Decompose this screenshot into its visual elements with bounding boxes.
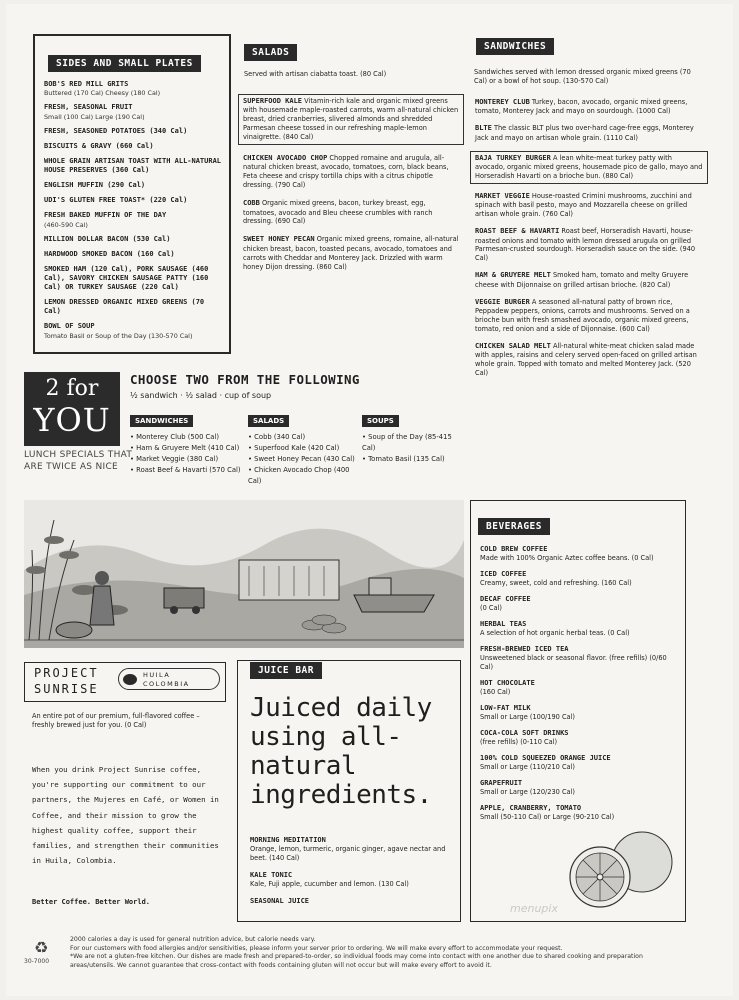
sandwiches-intro: Sandwiches served with lemon dressed organic mixed greens (70 Cal) or a bowl of hot soup. (130-570 Cal) [474,68,691,85]
sides-item-sub: Tomato Basil or Soup of the Day (130-570 Cal) [44,331,193,340]
beverage-item-name: FRESH-BREWED ICED TEA [480,644,569,653]
two-for-you-option [130,432,245,443]
sandwiches-item-desc: The classic BLT plus two over-hard cage-free eggs, Monterey Jack and mayo on artisan whole grain. (1110 Cal) [475,124,694,142]
sides-item [44,211,222,228]
sandwiches-item-name: HAM & GRUYERE MELT [475,271,551,280]
bullet-icon: • [130,465,137,474]
two-for-you-option [248,465,360,487]
salads-item [238,94,464,145]
juice-item [250,897,455,906]
beverage-item [480,729,680,747]
beverage-item-name: HOT CHOCOLATE [480,678,535,687]
two-for-you-option [248,432,360,443]
bullet-icon: • [362,454,369,463]
beverage-item [480,620,680,638]
sandwiches-item [470,298,708,334]
beverage-item [480,645,680,672]
beverage-item [480,545,680,563]
sides-item [44,80,222,97]
sides-item [44,181,222,190]
sides-item-name: WHOLE GRAIN ARTISAN TOAST WITH ALL-NATURAL HOUSE PRESERVES (360 Cal) [44,157,222,175]
beverage-item-desc: Small (50-110 Cal) or Large (90-210 Cal) [480,812,615,821]
sides-item-name: UDI'S GLUTEN FREE TOAST* (220 Cal) [44,196,188,205]
project-sunrise-title-2: SUNRISE [34,682,99,696]
bullet-icon: • [248,443,255,452]
beverage-item-desc: Made with 100% Organic Aztec coffee beans. (0 Cal) [480,554,654,563]
juice-item [250,836,455,863]
sides-item-sub: Buttered (170 Cal) Cheesy (180 Cal) [44,89,161,98]
sides-item [44,157,222,175]
sandwiches-item-name: BAJA TURKEY BURGER [475,153,551,162]
sides-item-name: FRESH, SEASONAL FRUIT [44,103,133,112]
footer-line-3: *We are not a gluten-free kitchen. Our dishes are made fresh and prepared-to-order, so individual foods may come into contact with one another due to shared cooking and preparation areas/utensils. We cannot guarantee that cross-contact with foods containing gluten will not occur but will make every effort to avoid it. [70,953,643,970]
beverage-item [480,570,680,588]
two-for-you-option-label: Sweet Honey Pecan (430 Cal) [254,454,355,463]
two-for-you-option-label: Monterey Club (500 Cal) [136,433,220,441]
sandwiches-item [470,98,708,116]
footer-code: 30-7000 [24,958,50,965]
juice-item [250,871,455,889]
bullet-icon: • [362,433,369,441]
two-for-you-option [130,465,245,476]
juice-item-desc: Orange, lemon, turmeric, organic ginger, agave nectar and beet. (140 Cal) [250,845,446,862]
sandwiches-item [470,151,708,184]
sandwiches-item-name: BLTE [475,124,492,133]
coffee-harvest-illustration [24,500,464,648]
two-for-you-soups [362,408,462,465]
beverage-item-name: LOW-FAT MILK [480,703,531,712]
two-for-you-option-label: Superfood Kale (420 Cal) [254,443,340,452]
colombia-label: COLOMBIA [143,680,190,688]
salads-item-name: COBB [243,199,260,208]
beverage-item [480,679,680,697]
recycle-icon: ♻ [34,938,49,957]
sandwiches-item-desc: Roast beef, Horseradish Havarti, house-roasted onions and tomato with lemon dressed arugula on grilled Parmesan-crusted sourdough. Horseradish sauce on the side. (940 Cal) [475,227,696,263]
footer-line-1: 2000 calories a day is used for general nutrition advice, but calorie needs vary. [70,936,316,943]
sandwiches-item-desc: Turkey, bacon, avocado, organic mixed greens, tomato, Monterey Jack and mayo on sourdough. (1000 Cal) [475,98,688,116]
beverage-item [480,595,680,613]
beverage-item [480,779,680,797]
huila-label: HUILA [143,671,171,679]
juice-bar-title: JUICE BAR [250,662,322,679]
sandwiches-item [470,271,708,289]
sandwiches-title: SANDWICHES [476,38,554,55]
sides-item [44,322,222,339]
two-for-you-option [248,443,360,454]
sandwiches-item-name: MONTEREY CLUB [475,98,530,106]
two-for-you-option [362,454,462,465]
project-sunrise-body: When you drink Project Sunrise coffee, you're supporting our commitment to our partners, the Mujeres en Café, or Women in Coffee, and their mission to grow the highest quality coffee, support their families, and strengthen their communities in Huila, Colombia. [32,765,219,866]
two-for-you-option-label: Soup of the Day (85-415 Cal) [362,433,452,452]
two-for-you-option-label: Chicken Avocado Chop (400 Cal) [248,465,350,485]
beverage-item-desc: Unsweetened black or seasonal flavor. (free refills) (0/60 Cal) [480,654,667,671]
beverage-item [480,804,680,822]
sides-item [44,127,222,136]
salads-item-desc: Organic mixed greens, bacon, turkey breast, egg, tomatoes, avocado and Bleu cheese crumbles with ranch dressing. (690 Cal) [243,199,433,226]
beverage-item-desc: Small or Large (110/210 Cal) [480,762,576,771]
salads-item-desc: Vitamin-rich kale and organic mixed greens with housemade maple-roasted carrots, warm all-natural chicken breast, dried cranberries, slivered almonds and shredded Parmesan cheese tossed in our refreshing maple-lemon vinaigrette. (840 Cal) [243,97,459,142]
two-for-you-option [248,454,360,465]
sides-list [44,80,222,346]
beverage-item [480,754,680,772]
juice-item-name: SEASONAL JUICE [250,896,310,905]
project-sunrise-slogan: Better Coffee. Better World. [32,898,151,906]
juice-item-name: KALE TONIC [250,870,293,879]
salads-item [238,235,464,271]
sides-item-name: LEMON DRESSED ORGANIC MIXED GREENS (70 Cal) [44,298,205,316]
beverage-item-name: APPLE, CRANBERRY, TOMATO [480,803,582,812]
beverage-item-desc: A selection of hot organic herbal teas. (0 Cal) [480,629,630,638]
badge-bottom: YOU [33,401,111,439]
project-sunrise-title-1: PROJECT [34,666,99,680]
sides-item-name: BISCUITS & GRAVY (660 Cal) [44,141,154,150]
two-for-you-option-label: Market Veggie (380 Cal) [136,454,219,463]
two-for-you-option-label: Ham & Gruyere Melt (410 Cal) [136,443,240,452]
sides-title: SIDES AND SMALL PLATES [48,55,201,72]
salads-item [238,199,464,226]
beverage-item-name: COLD BREW COFFEE [480,545,548,553]
salads-item-desc: Chopped romaine and arugula, all-natural chicken breast, avocado, tomatoes, corn, black beans, Feta cheese and crispy tortilla chips with a citrus chipotle dressing. (790 Cal) [243,154,449,190]
sandwiches-item [470,192,708,219]
sides-item-name: BOWL OF SOUP [44,322,95,331]
bullet-icon: • [130,454,137,463]
sides-item-name: SMOKED HAM (120 Cal), PORK SAUSAGE (460 Cal), SAVORY CHICKEN SAUSAGE PATTY (160 Cal) OR TURKEY SAUSAGE (220 Cal) [44,265,209,292]
bullet-icon: • [248,433,255,441]
salads-item-name: CHICKEN AVOCADO CHOP [243,154,328,162]
salads-item-name: SWEET HONEY PECAN [243,235,315,244]
beverages-list [480,545,680,829]
sides-item [44,103,222,120]
two-for-you-option-label: Cobb (340 Cal) [254,433,306,441]
sides-item-name: ENGLISH MUFFIN (290 Cal) [44,181,146,190]
sides-item [44,235,222,244]
two-for-you-salads [248,408,360,486]
salads-mini-title: SALADS [248,415,289,427]
sides-item-sub: Small (100 Cal) Large (190 Cal) [44,112,145,121]
juice-item-desc: Kale, Fuji apple, cucumber and lemon. (130 Cal) [250,879,409,888]
juice-bar-headline: Juiced daily using all-natural ingredients. [250,693,432,810]
beverage-item-desc: Small or Large (120/230 Cal) [480,787,576,796]
sides-item-name: BOB'S RED MILL GRITS [44,80,129,88]
footer-notes [70,936,670,971]
sides-item [44,196,222,205]
sandwiches-item-name: VEGGIE BURGER [475,297,530,306]
beverage-item-desc: (160 Cal) [480,687,511,696]
sides-item-sub: (460-590 Cal) [44,220,88,229]
sandwiches-item-desc: Smoked ham, tomato and melty Gruyere cheese with Dijonnaise on grilled artisan brioche. (820 Cal) [475,271,689,289]
beverage-item-desc: (free refills) (0-110 Cal) [480,737,558,746]
two-for-you-subheading: ½ sandwich · ½ salad · cup of soup [130,391,272,400]
sides-item [44,142,222,151]
two-for-you-option [130,454,245,465]
sandwiches-item-name: MARKET VEGGIE [475,191,530,200]
beverage-item-desc: Creamy, sweet, cold and refreshing. (160 Cal) [480,579,632,588]
sides-item [44,298,222,316]
huila-badge [118,668,220,690]
sides-item-name: HARDWOOD SMOKED BACON (160 Cal) [44,249,175,258]
salads-item-name: SUPERFOOD KALE [243,97,303,105]
salads-item [238,154,464,190]
sandwiches-item [470,342,708,378]
juice-list [250,836,455,914]
beverages-title: BEVERAGES [478,518,550,535]
two-for-you-option-label: Roast Beef & Havarti (570 Cal) [136,465,241,474]
sides-item-name: FRESH BAKED MUFFIN OF THE DAY [44,211,167,220]
beverage-item-desc: (0 Cal) [480,604,502,613]
sides-item-name: MILLION DOLLAR BACON (530 Cal) [44,234,171,243]
sandwiches-mini-title: SANDWICHES [130,415,193,427]
beverage-item-name: ICED COFFEE [480,569,527,578]
badge-top: 2 for [45,376,99,401]
sides-item [44,265,222,292]
bullet-icon: • [248,465,255,474]
sandwiches-item-desc: A seasoned all-natural patty of brown rice, Peppadew peppers, onions, carrots and mushrooms. Served on a brioche bun with fresh smashed avocado, organic mixed greens, tomato, red onion and a side of Dijonnaise. (600 Cal) [475,297,690,333]
beverage-item-name: GRAPEFRUIT [480,778,523,787]
beverage-item [480,704,680,722]
watermark: menupix [510,902,558,915]
two-for-you-option [362,432,462,454]
sandwiches-item [470,227,708,263]
bullet-icon: • [130,433,137,441]
beverage-item-desc: Small or Large (100/190 Cal) [480,712,576,721]
coffee-bean-icon [123,674,137,685]
two-for-you-tagline: LUNCH SPECIALS THAT ARE TWICE AS NICE [24,450,133,472]
salads-list [238,94,464,280]
beverage-item-name: 100% COLD SQUEEZED ORANGE JUICE [480,753,611,762]
sandwiches-item-desc: A lean white-meat turkey patty with avocado, organic mixed greens, housemade pico de gallo, mayo and Horseradish Havarti on a brioche bun. (880 Cal) [475,153,703,180]
salads-item-desc: Organic mixed greens, romaine, all-natural chicken breast, bacon, toasted pecans, avocado, tomatoes and carrots with Cheddar and Monterey Jack. Drizzled with warm honey Dijon dressing. (860 Cal) [243,235,459,271]
two-for-you-option [130,443,245,454]
soups-mini-title: SOUPS [362,415,399,427]
two-for-you-sandwiches [130,408,245,476]
beverage-item-name: HERBAL TEAS [480,619,527,628]
two-for-you-badge [24,372,120,446]
sides-item-name: FRESH, SEASONED POTATOES (340 Cal) [44,126,188,135]
salads-title: SALADS [244,44,297,61]
beverage-item-name: DECAF COFFEE [480,594,531,603]
sandwiches-item-name: ROAST BEEF & HAVARTI [475,227,560,236]
salads-intro: Served with artisan ciabatta toast. (80 Cal) [244,70,387,78]
bullet-icon: • [130,443,137,452]
footer-line-2: For our customers with food allergies and/or sensitivities, please inform your server prior to ordering. We will make every effort to accommodate your request. [70,944,563,952]
project-sunrise-intro: An entire pot of our premium, full-flavored coffee – freshly brewed just for you. (0 Cal) [32,712,200,729]
sandwiches-item-name: CHICKEN SALAD MELT [475,341,551,350]
sides-item [44,250,222,259]
sandwiches-item-desc: All-natural white-meat chicken salad made with apples, raisins and celery served open-faced on grilled artisan whole grain. Topped with tomato and melted Monterey Jack. (520 Cal) [475,341,697,377]
sandwiches-list [470,98,708,386]
two-for-you-option-label: Tomato Basil (135 Cal) [368,454,445,463]
sandwiches-item [470,124,708,142]
juice-item-name: MORNING MEDITATION [250,836,326,844]
grapefruit-illustration [560,822,680,912]
sandwiches-item-desc: House-roasted Crimini mushrooms, zucchini and spinach with basil pesto, mayo and Mozzarella cheese on grilled artisan whole grain. (760 Cal) [475,191,692,219]
beverage-item-name: COCA-COLA SOFT DRINKS [480,728,569,737]
two-for-you-heading: CHOOSE TWO FROM THE FOLLOWING [130,372,360,387]
bullet-icon: • [248,454,255,463]
